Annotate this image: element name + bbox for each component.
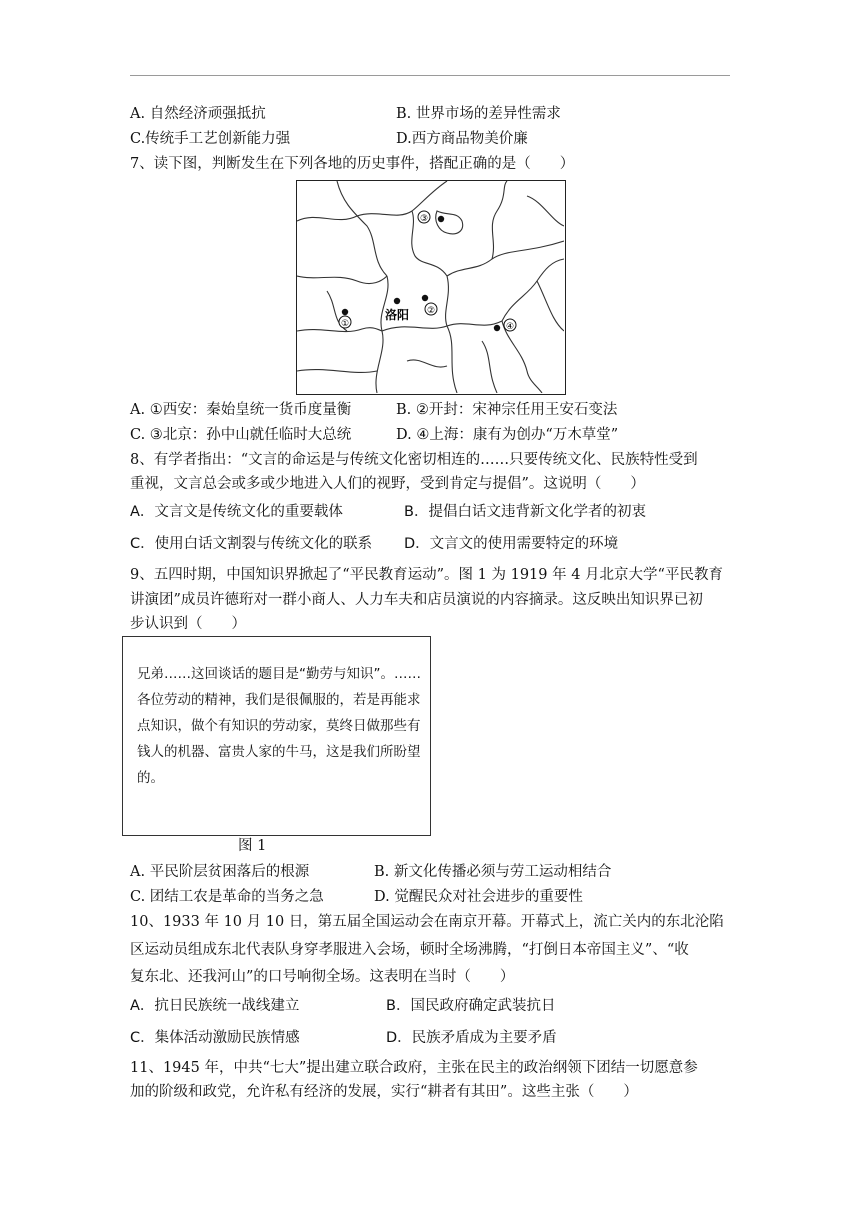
q6-option-c[interactable]: C.传统手工艺创新能力强 bbox=[130, 131, 291, 147]
q8-option-d[interactable]: D．文言文的使用需要特定的环境 bbox=[404, 536, 619, 552]
q7-stem: 7、读下图，判断发生在下列各地的历史事件，搭配正确的是（ ） bbox=[130, 156, 575, 172]
q10-stem-line-3: 复东北、还我河山”的口号响彻全场。这表明在当时（ ） bbox=[130, 969, 515, 985]
q8-stem-line-2: 重视，文言总会或多或少地进入人们的视野，受到肯定与提倡”。这说明（ ） bbox=[130, 476, 645, 492]
q8-option-b[interactable]: B．提倡白话文违背新文化学者的初衷 bbox=[404, 504, 646, 520]
q11-stem-line-1: 11、1945 年，中共“七大”提出建立联合政府，主张在民主的政治纲领下团结一切愿意参 bbox=[130, 1060, 698, 1076]
q10-stem-line-2: 区运动员组成东北代表队身穿孝服进入会场，顿时全场沸腾，“打倒日本帝国主义”、“收 bbox=[130, 942, 689, 958]
q9-stem-line-1: 9、五四时期，中国知识界掀起了“平民教育运动”。图 1 为 1919 年 4 月北京大学“平民教育 bbox=[130, 567, 723, 583]
map-point-1 bbox=[342, 309, 348, 315]
luoyang-point bbox=[394, 298, 400, 304]
quote-text: 兄弟……这回谈话的题目是“勤劳与知识”。……各位劳动的精神，我们是很佩服的，若是再能求点知识，做个有知识的劳动家，莫终日做那些有钱人的机器、富贵人家的牛马，这是我们所盼望的。 bbox=[137, 666, 421, 786]
map-svg bbox=[297, 181, 564, 393]
q8-option-a[interactable]: A．文言文是传统文化的重要载体 bbox=[130, 504, 343, 520]
map-point-4 bbox=[494, 325, 500, 331]
map-point-2 bbox=[422, 295, 428, 301]
q10-option-c[interactable]: C．集体活动激励民族情感 bbox=[130, 1030, 300, 1046]
q6-option-a[interactable]: A. 自然经济顽强抵抗 bbox=[130, 106, 266, 122]
map-marker-1: ① bbox=[340, 319, 350, 329]
q10-option-d[interactable]: D．民族矛盾成为主要矛盾 bbox=[386, 1030, 557, 1046]
china-map-figure bbox=[296, 180, 566, 395]
q7-option-d[interactable]: D. ④上海：康有为创办“万木草堂” bbox=[396, 427, 619, 443]
figure-caption: 图 1 bbox=[238, 838, 267, 854]
map-marker-3: ③ bbox=[419, 214, 429, 224]
q8-option-c[interactable]: C．使用白话文割裂与传统文化的联系 bbox=[130, 536, 373, 552]
q8-stem-line-1: 8、有学者指出：“文言的命运是与传统文化密切相连的……只要传统文化、民族特性受到 bbox=[130, 452, 698, 468]
q9-option-b[interactable]: B. 新文化传播必须与劳工运动相结合 bbox=[374, 864, 612, 880]
q9-stem-line-2: 讲演团”成员许德珩对一群小商人、人力车夫和店员演说的内容摘录。这反映出知识界已初 bbox=[130, 592, 703, 608]
q10-option-b[interactable]: B．国民政府确定武装抗日 bbox=[386, 998, 556, 1014]
q9-option-d[interactable]: D. 觉醒民众对社会进步的重要性 bbox=[374, 889, 583, 905]
map-marker-2: ② bbox=[426, 306, 436, 316]
q6-option-d[interactable]: D.西方商品物美价廉 bbox=[396, 131, 528, 147]
q11-stem-line-2: 加的阶级和政党，允许私有经济的发展，实行“耕者有其田”。这些主张（ ） bbox=[130, 1084, 638, 1100]
q9-option-a[interactable]: A. 平民阶层贫困落后的根源 bbox=[130, 864, 310, 880]
q6-option-b[interactable]: B. 世界市场的差异性需求 bbox=[396, 106, 561, 122]
q7-option-a[interactable]: A. ①西安：秦始皇统一货币度量衡 bbox=[130, 402, 352, 418]
header-rule bbox=[130, 75, 730, 76]
quote-box bbox=[122, 636, 431, 836]
q9-option-c[interactable]: C. 团结工农是革命的当务之急 bbox=[130, 889, 324, 905]
map-city-label-luoyang: 洛阳 bbox=[385, 308, 410, 322]
map-point-3 bbox=[438, 216, 444, 222]
q7-option-b[interactable]: B. ②开封：宋神宗任用王安石变法 bbox=[396, 402, 618, 418]
q9-stem-line-3: 步认识到（ ） bbox=[130, 616, 246, 632]
q10-stem-line-1: 10、1933 年 10 月 10 日，第五届全国运动会在南京开幕。开幕式上，流亡关内的东北沦陷 bbox=[130, 914, 724, 930]
q10-option-a[interactable]: A．抗日民族统一战线建立 bbox=[130, 998, 300, 1014]
map-marker-4: ④ bbox=[505, 322, 515, 332]
q7-option-c[interactable]: C. ③北京：孙中山就任临时大总统 bbox=[130, 427, 352, 443]
